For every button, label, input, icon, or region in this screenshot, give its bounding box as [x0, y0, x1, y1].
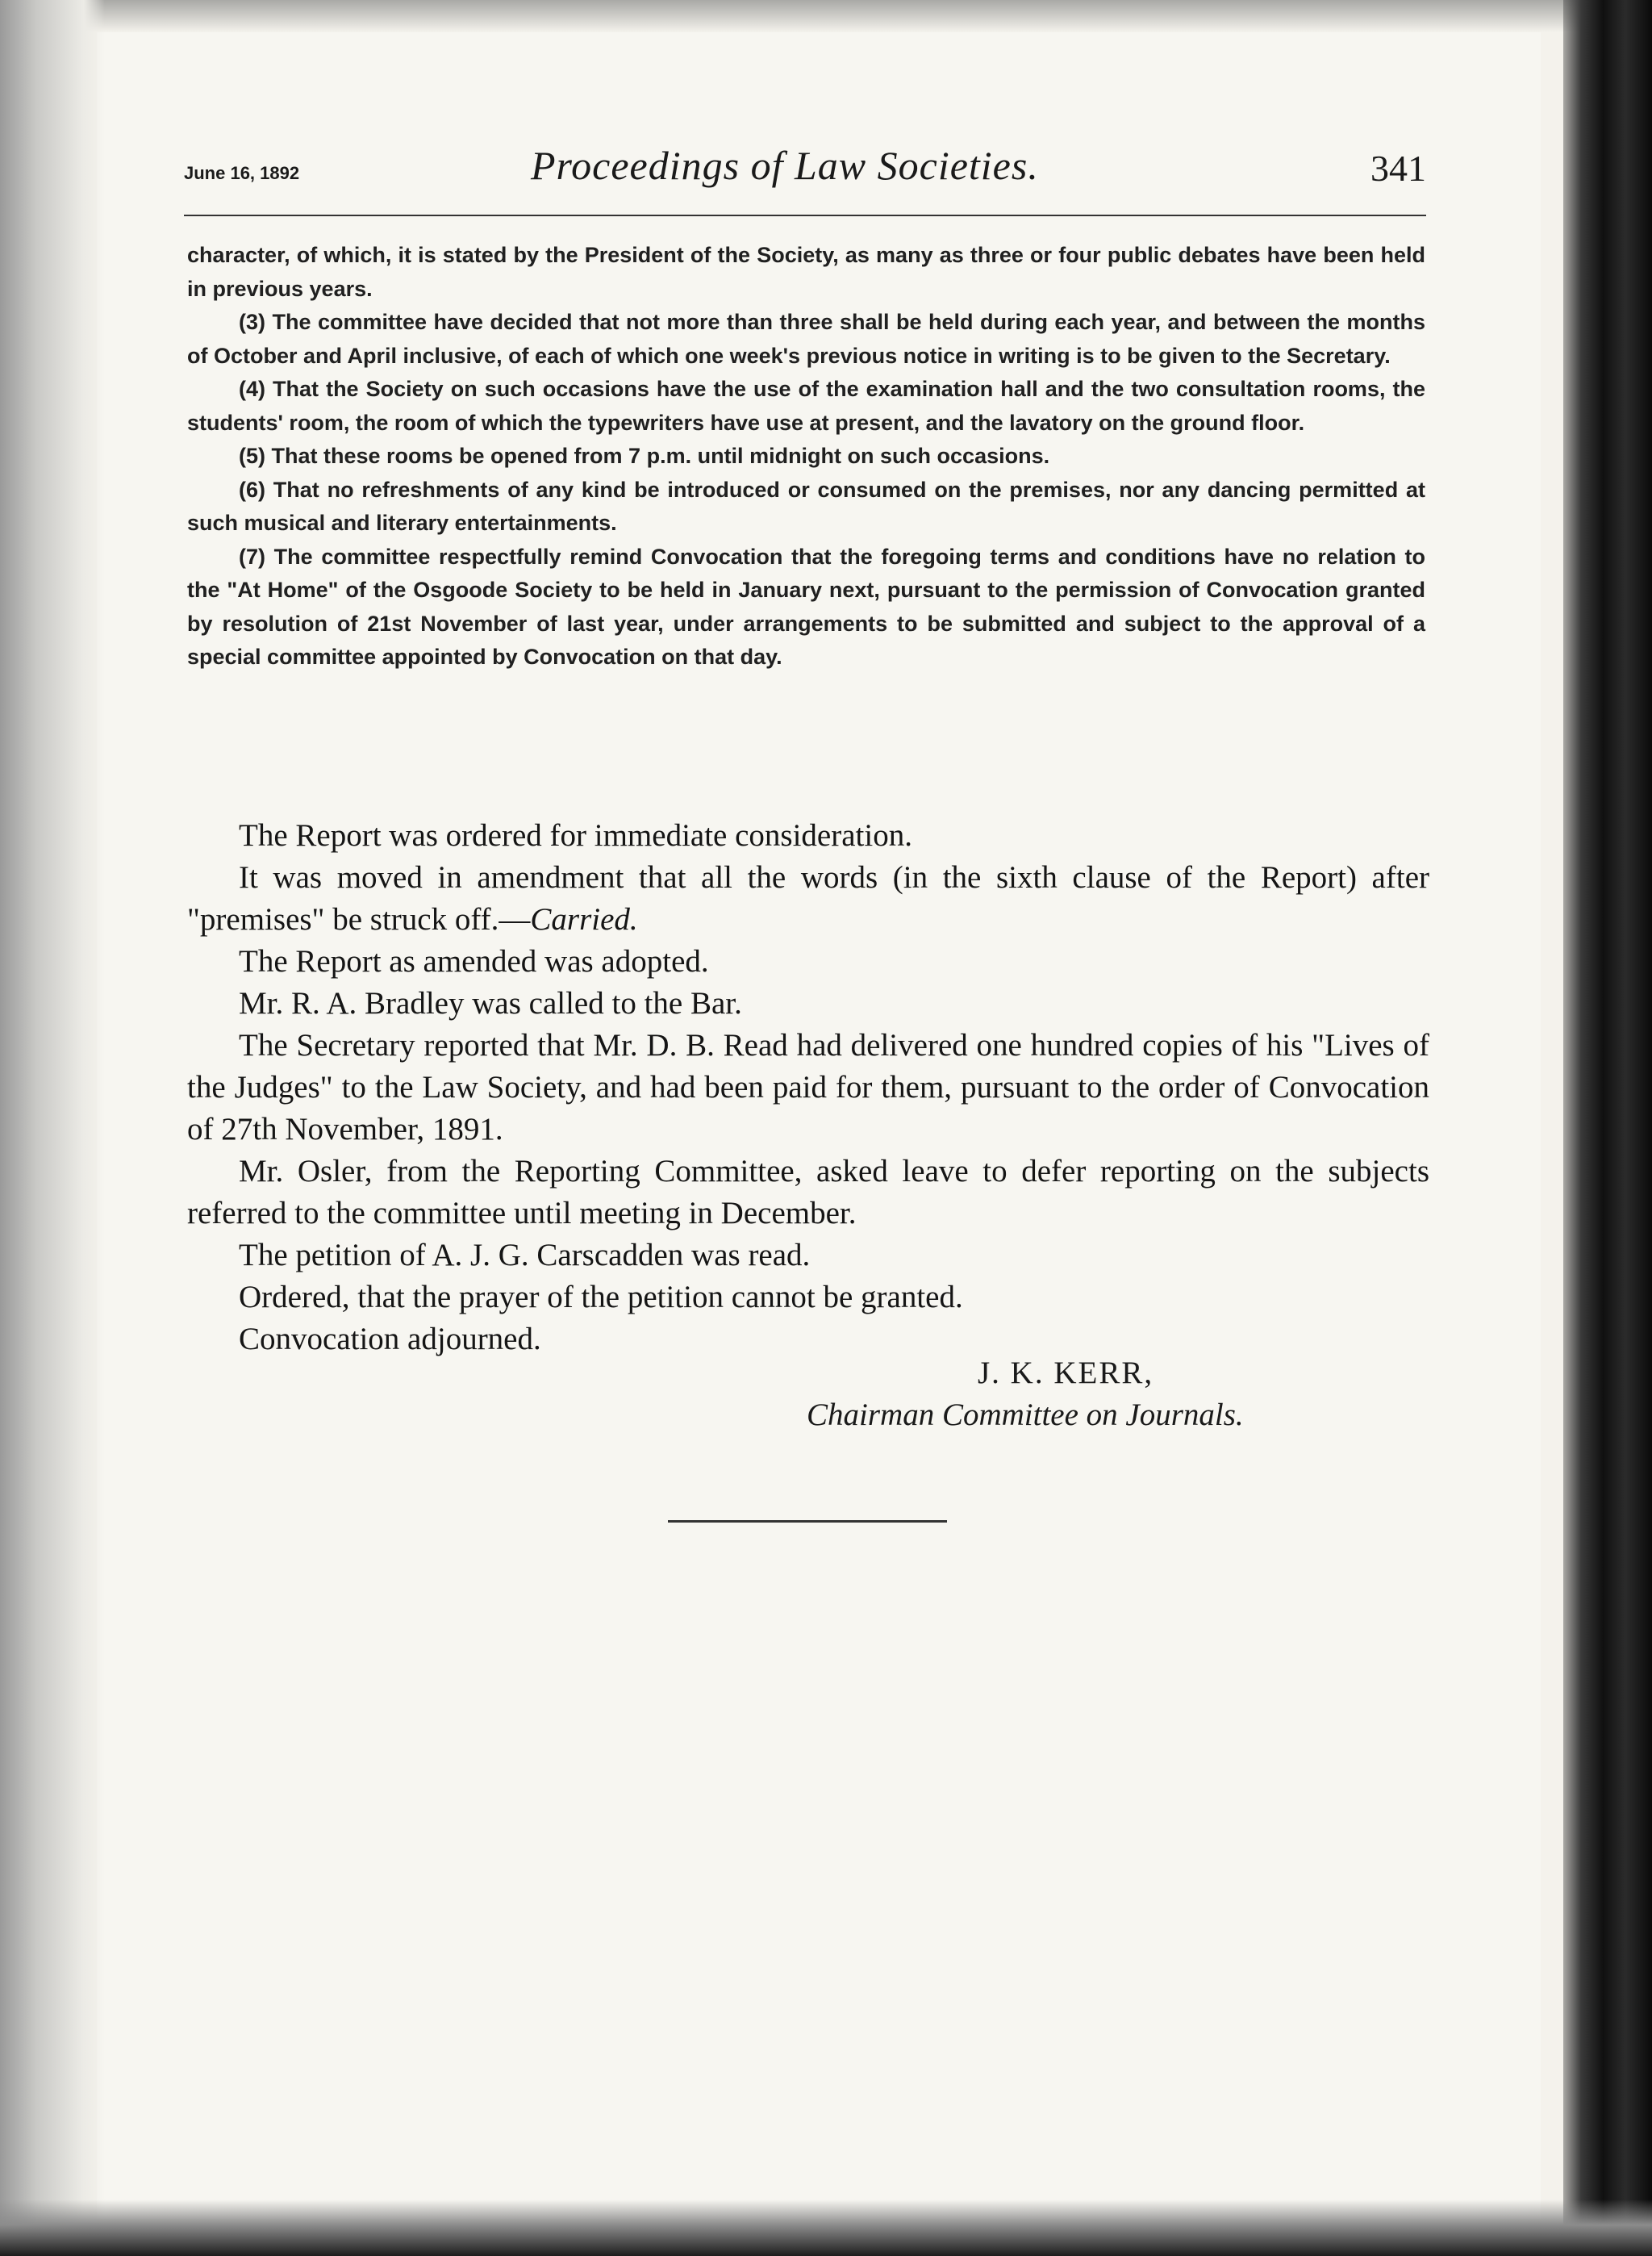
scan-top-edge — [0, 0, 1652, 32]
running-header — [184, 139, 1426, 211]
clause-4: (4) That the Society on such occasions have the use of the examination hall and the two consultation rooms, the students' room, the room of which the typewriters have use at present, and the lavatory on the ground floor. — [187, 377, 1425, 435]
clause-5: (5) That these rooms be opened from 7 p.m. until midnight on such occasions. — [239, 444, 1050, 468]
paragraph-called-to-bar: Mr. R. A. Bradley was called to the Bar. — [239, 986, 742, 1021]
paragraph-secretary-report: The Secretary reported that Mr. D. B. Read had delivered one hundred copies of his "Lives of the Judges" to the Law Society, and had been paid for them, pursuant to the order of Convocation of 27th November, 1891. — [187, 1028, 1429, 1147]
clause-3: (3) The committee have decided that not more than three shall be held during each year, and between the months of October and April inclusive, of each of which one week's previous notice in writing is to be given to the Secretary. — [187, 310, 1425, 368]
scan-bottom-edge — [0, 2200, 1652, 2256]
signatory-name: J. K. KERR, — [978, 1356, 1154, 1390]
paragraph-petition-ordered: Ordered, that the prayer of the petition cannot be granted. — [239, 1280, 963, 1314]
paragraph-report-adopted: The Report as amended was adopted. — [239, 944, 709, 979]
signatory-role: Chairman Committee on Journals. — [807, 1397, 1244, 1432]
paragraph-osler-leave: Mr. Osler, from the Reporting Committee, asked leave to defer reporting on the subjects referred to the committee until meeting in December. — [187, 1154, 1429, 1230]
amendment-carried: Carried. — [530, 902, 638, 937]
page-number: 341 — [1370, 148, 1426, 189]
header-rule — [184, 215, 1426, 216]
paragraph-amendment — [187, 857, 1429, 941]
header-date: June 16, 1892 — [184, 163, 300, 183]
clause-7: (7) The committee respectfully remind Convocation that the foregoing terms and conditions have no relation to the "At Home" of the Osgoode Society to be held in January next, pursuant to the permission of Convocation granted by resolution of 21st November of last year, under arrangements to be submitted and subject to the approval of a special committee appointed by Convocation on that day. — [187, 544, 1425, 669]
signature-block — [807, 1352, 1420, 1436]
paragraph-report-ordered: The Report was ordered for immediate consideration. — [239, 818, 912, 853]
scan-left-edge — [0, 0, 105, 2256]
proceedings-body — [187, 815, 1429, 1360]
clause-continuation: character, of which, it is stated by the President of the Society, as many as three or four public debates have been held in previous years. — [187, 243, 1425, 301]
header-title: Proceedings of Law Societies. — [531, 143, 1039, 188]
amendment-text: It was moved in amendment that all the words (in the sixth clause of the Report) after "premises" be struck off.— — [187, 860, 1429, 937]
report-clauses — [187, 239, 1425, 675]
scan-binding-edge — [1563, 0, 1652, 2256]
paragraph-petition-read: The petition of A. J. G. Carscadden was read. — [239, 1238, 811, 1272]
closing-rule — [668, 1520, 947, 1523]
clause-6: (6) That no refreshments of any kind be introduced or consumed on the premises, nor any dancing permitted at such musical and literary entertainments. — [187, 477, 1425, 535]
paragraph-adjourned: Convocation adjourned. — [239, 1322, 541, 1356]
